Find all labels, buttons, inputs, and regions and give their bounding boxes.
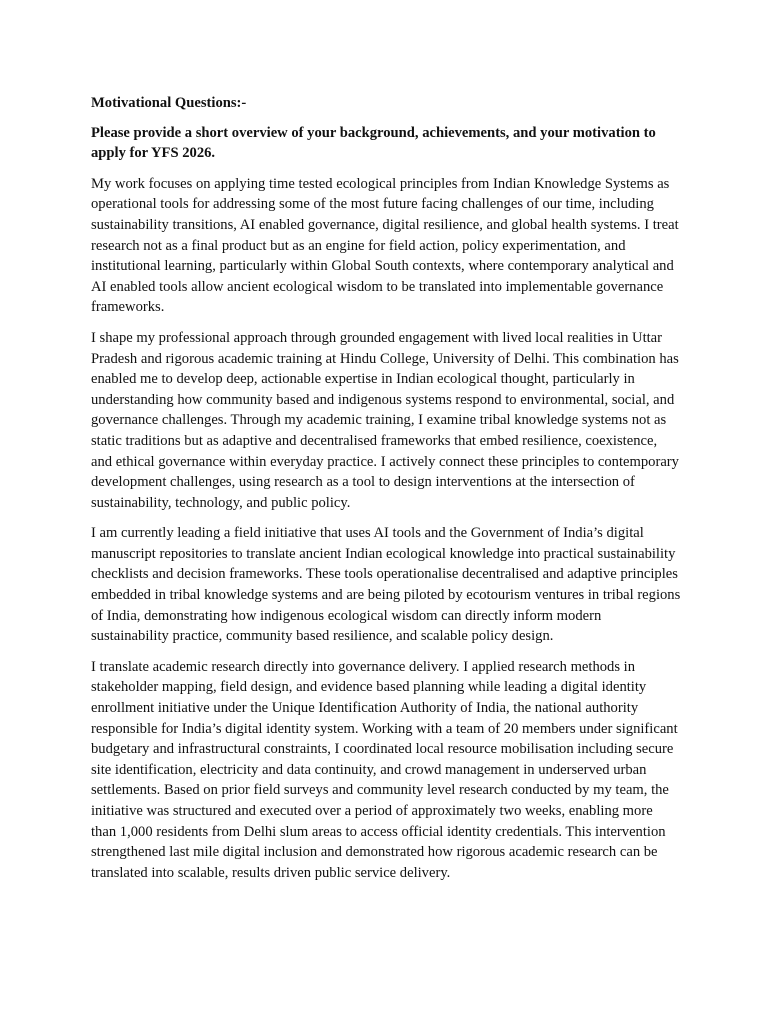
section-heading: Motivational Questions:- — [91, 95, 247, 111]
paragraph-field-initiative: I am currently leading a field initiative that uses AI tools and the Government of India’s digital manuscript repositories to translate ancient Indian ecological knowledge into practical sustainability checklists and decision frameworks. These tools operationalise decentralised and adaptive principles embedded in tribal knowledge systems and are being piloted by ecotourism ventures in tribal regions of India, demonstrating how indigenous ecological wisdom can directly inform modern sustainability practice, community based resilience, and scalable policy design. — [91, 525, 681, 645]
paragraph-background: My work focuses on applying time tested ecological principles from Indian Knowledge Systems as operational tools for addressing some of the most future facing challenges of our time, including sustainability transitions, AI enabled governance, digital resilience, and global health systems. I treat research not as a final product but as an engine for field action, policy experimentation, and institutional learning, particularly within Global South contexts, where contemporary analytical and AI enabled tools allow ancient ecological wisdom to be translated into implementable governance frameworks. — [91, 175, 679, 316]
paragraph-governance-delivery: I translate academic research directly into governance delivery. I applied research methods in stakeholder mapping, field design, and evidence based planning while leading a digital identity enrollment initiative under the Unique Identification Authority of India, the national authority responsible for India’s digital identity system. Working with a team of 20 members under significant budgetary and infrastructural constraints, I coordinated local resource mobilisation including secure site identification, electricity and data continuity, and crowd management in underserved urban settlements. Based on prior field surveys and community level research conducted by my team, the initiative was structured and executed over a period of approximately two weeks, enabling more than 1,000 residents from Delhi slum areas to access official identity credentials. This intervention strengthened last mile digital inclusion and demonstrated how rigorous academic research can be translated into scalable, results driven public service delivery. — [91, 658, 678, 881]
question-prompt: Please provide a short overview of your background, achievements, and your motivation to apply for YFS 2026. — [91, 124, 656, 162]
document-page — [91, 93, 681, 893]
paragraph-approach: I shape my professional approach through grounded engagement with lived local realities in Uttar Pradesh and rigorous academic training at Hindu College, University of Delhi. This combination has enabled me to develop deep, actionable expertise in Indian ecological thought, particularly in understanding how community based and indigenous systems respond to environmental, social, and governance challenges. Through my academic training, I examine tribal knowledge systems not as static traditions but as adaptive and decentralised frameworks that embed resilience, coexistence, and ethical governance within everyday practice. I actively connect these principles to contemporary development challenges, using research as a tool to design interventions at the intersection of sustainability, technology, and public policy. — [91, 329, 679, 511]
